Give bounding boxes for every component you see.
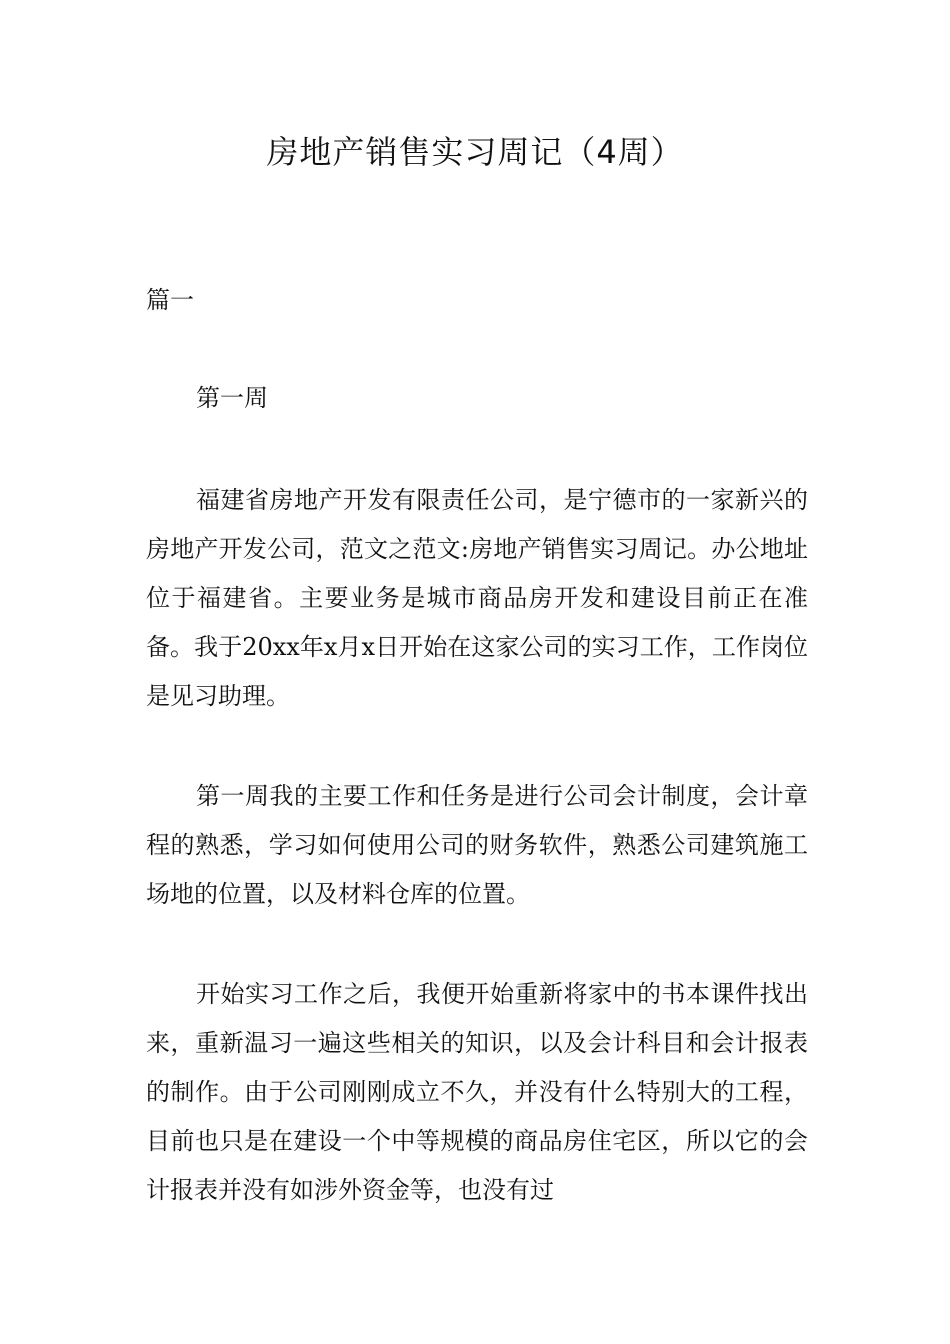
paragraph-first-week-tasks: 第一周我的主要工作和任务是进行公司会计制度，会计章程的熟悉，学习如何使用公司的财务软件，熟悉公司建筑施工场地的位置，以及材料仓库的位置。 [146,782,808,908]
section-label: 篇一 [146,286,194,314]
week-heading: 第一周 [196,384,268,412]
paragraph-company-intro: 福建省房地产开发有限责任公司，是宁德市的一家新兴的房地产开发公司，范文之范文:房地产销售实习周记。办公地址位于福建省。主要业务是城市商品房开发和建设目前正在准备。我于20xx年x月x日开始在这家公司的实习工作，工作岗位是见习助理。 [146,486,808,710]
document-title: 房地产销售实习周记（4周） [266,133,684,171]
paragraph-review-knowledge: 开始实习工作之后，我便开始重新将家中的书本课件找出来，重新温习一遍这些相关的知识，以及会计科目和会计报表的制作。由于公司刚刚成立不久，并没有什么特别大的工程，目前也只是在建设一个中等规模的商品房住宅区，所以它的会计报表并没有如涉外资金等，也没有过 [146,980,808,1204]
